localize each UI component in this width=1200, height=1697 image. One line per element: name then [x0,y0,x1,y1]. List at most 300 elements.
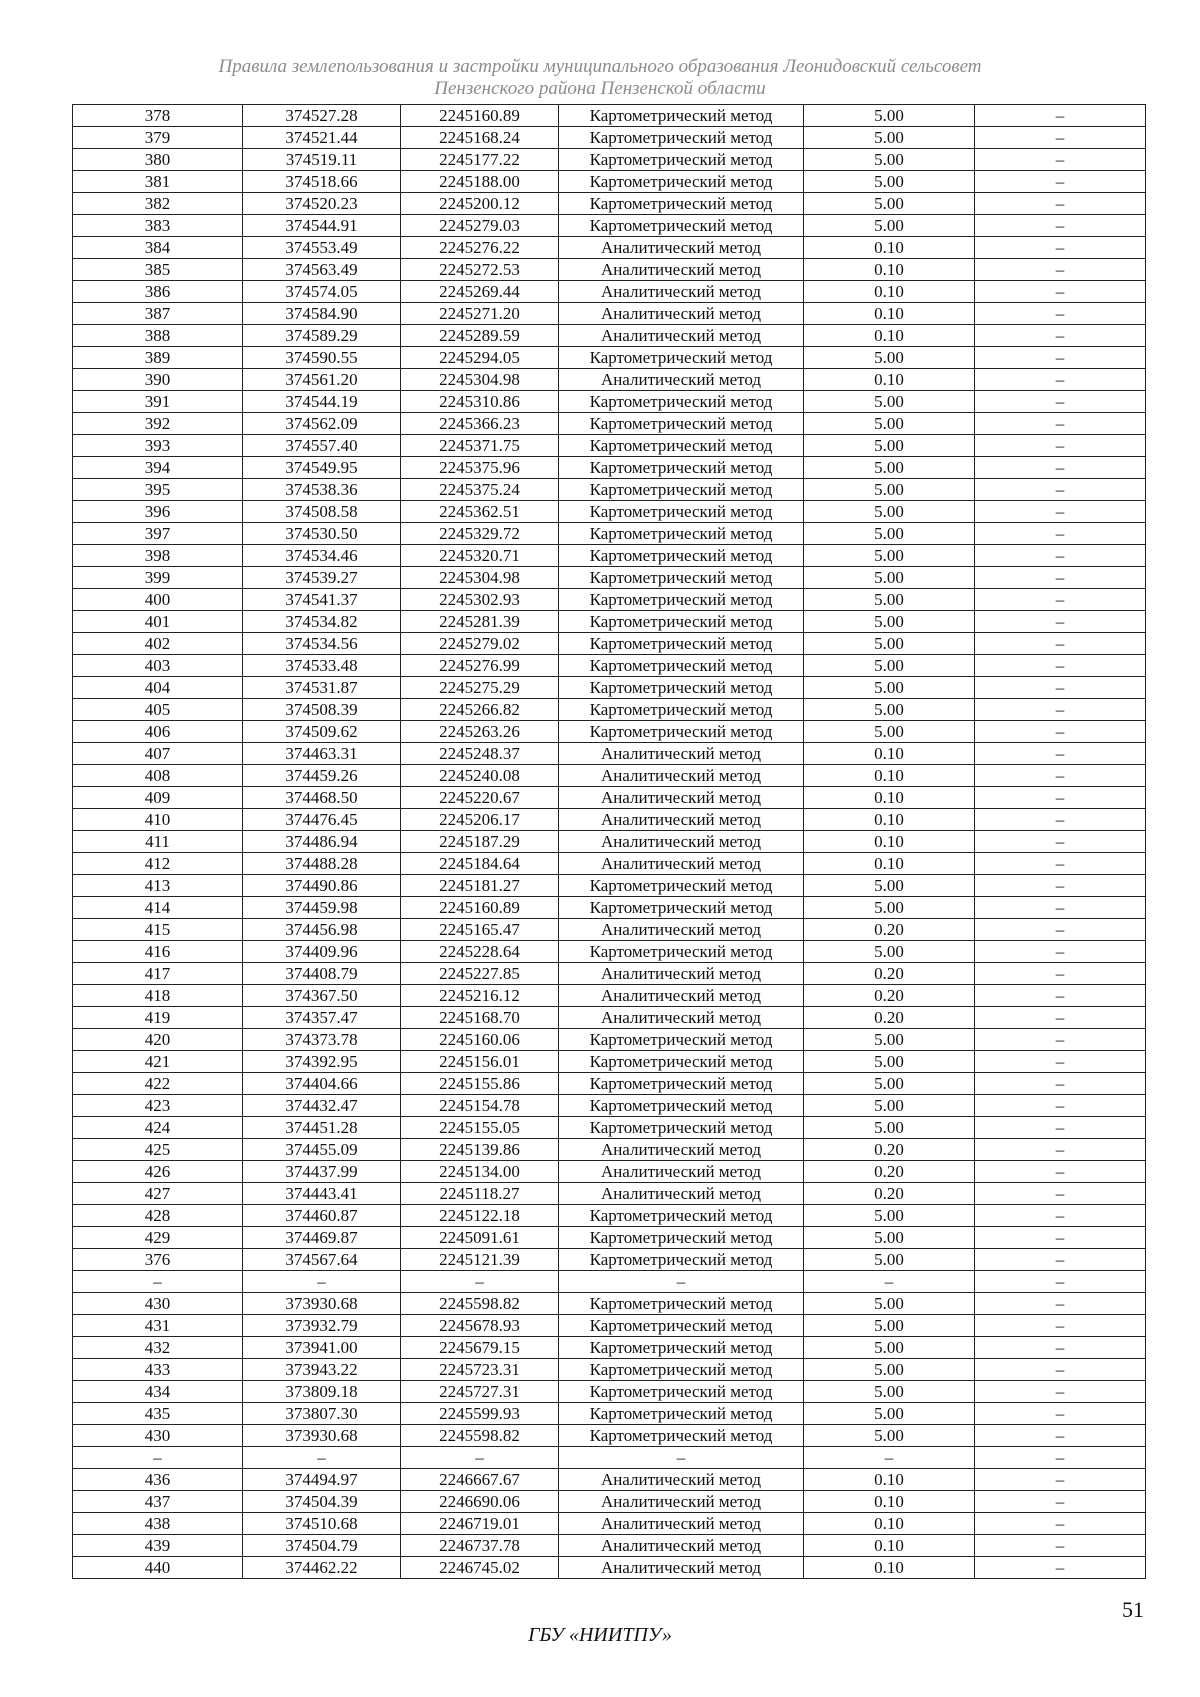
cell-accuracy: 0.10 [804,831,975,853]
cell-note: – [975,1161,1146,1183]
cell-method: Картометрический метод [559,1029,804,1051]
cell-note: – [975,611,1146,633]
cell-y-coordinate: 2246737.78 [401,1535,559,1557]
cell-y-coordinate: 2246719.01 [401,1513,559,1535]
cell-note: – [975,1029,1146,1051]
cell-method: Картометрический метод [559,105,804,127]
cell-x-coordinate: 374531.87 [243,677,401,699]
cell-point-number: 399 [73,567,243,589]
cell-note: – [975,149,1146,171]
cell-method: Картометрический метод [559,457,804,479]
cell-point-number: 424 [73,1117,243,1139]
cell-point-number: 393 [73,435,243,457]
cell-note: – [975,127,1146,149]
cell-x-coordinate: 374590.55 [243,347,401,369]
cell-accuracy: 5.00 [804,1249,975,1271]
cell-x-coordinate: 374494.97 [243,1469,401,1491]
cell-point-number: 413 [73,875,243,897]
cell-point-number: 402 [73,633,243,655]
cell-y-coordinate: 2245263.26 [401,721,559,743]
cell-method: Картометрический метод [559,1249,804,1271]
page-footer: ГБУ «НИИТПУ» [528,1624,672,1646]
cell-note: – [975,1007,1146,1029]
cell-x-coordinate: 374490.86 [243,875,401,897]
cell-x-coordinate: 374521.44 [243,127,401,149]
cell-accuracy: 5.00 [804,655,975,677]
table-row [73,457,1146,479]
coordinates-table-body [73,105,1146,1579]
cell-point-number: 397 [73,523,243,545]
cell-note: – [975,1227,1146,1249]
cell-method: Аналитический метод [559,765,804,787]
cell-accuracy: 5.00 [804,699,975,721]
cell-x-coordinate: 374509.62 [243,721,401,743]
cell-accuracy: 0.10 [804,1557,975,1579]
cell-y-coordinate: 2245155.05 [401,1117,559,1139]
cell-x-coordinate: 373932.79 [243,1315,401,1337]
cell-x-coordinate: 374584.90 [243,303,401,325]
cell-accuracy: 0.10 [804,1535,975,1557]
cell-point-number: 376 [73,1249,243,1271]
cell-y-coordinate: 2245187.29 [401,831,559,853]
cell-accuracy: 0.10 [804,787,975,809]
cell-method: Аналитический метод [559,985,804,1007]
cell-point-number: 379 [73,127,243,149]
table-row [73,1535,1146,1557]
cell-point-number: 425 [73,1139,243,1161]
cell-y-coordinate: 2245269.44 [401,281,559,303]
cell-x-coordinate: 374373.78 [243,1029,401,1051]
cell-method: Картометрический метод [559,347,804,369]
cell-point-number: 398 [73,545,243,567]
cell-method: Аналитический метод [559,369,804,391]
cell-method: – [559,1447,804,1469]
cell-method: Картометрический метод [559,1293,804,1315]
cell-method: Картометрический метод [559,1403,804,1425]
cell-accuracy: 5.00 [804,1403,975,1425]
table-row [73,193,1146,215]
cell-method: Аналитический метод [559,1139,804,1161]
cell-y-coordinate: 2245279.02 [401,633,559,655]
cell-point-number: 386 [73,281,243,303]
cell-note: – [975,743,1146,765]
cell-note: – [975,809,1146,831]
table-row [73,501,1146,523]
cell-accuracy: 5.00 [804,721,975,743]
table-row [73,633,1146,655]
cell-note: – [975,193,1146,215]
table-row [73,699,1146,721]
cell-method: Картометрический метод [559,149,804,171]
table-row [73,1139,1146,1161]
table-row [73,1469,1146,1491]
cell-y-coordinate: 2245200.12 [401,193,559,215]
cell-x-coordinate: 374557.40 [243,435,401,457]
cell-accuracy: 0.20 [804,919,975,941]
cell-accuracy: 0.10 [804,237,975,259]
cell-method: Картометрический метод [559,567,804,589]
cell-x-coordinate: 374520.23 [243,193,401,215]
cell-y-coordinate: 2245272.53 [401,259,559,281]
cell-accuracy: 5.00 [804,589,975,611]
cell-point-number: 417 [73,963,243,985]
cell-method: Картометрический метод [559,479,804,501]
table-row [73,1359,1146,1381]
cell-point-number: 439 [73,1535,243,1557]
cell-y-coordinate: 2245375.96 [401,457,559,479]
cell-method: Картометрический метод [559,1359,804,1381]
table-row [73,721,1146,743]
cell-y-coordinate: 2245156.01 [401,1051,559,1073]
cell-note: – [975,699,1146,721]
table-row [73,1337,1146,1359]
table-row [73,1271,1146,1293]
cell-x-coordinate: 374437.99 [243,1161,401,1183]
cell-y-coordinate: 2245276.22 [401,237,559,259]
cell-method: Картометрический метод [559,941,804,963]
cell-method: Аналитический метод [559,831,804,853]
cell-y-coordinate: 2245121.39 [401,1249,559,1271]
cell-point-number: – [73,1447,243,1469]
cell-method: Аналитический метод [559,325,804,347]
cell-point-number: 389 [73,347,243,369]
cell-x-coordinate: 374463.31 [243,743,401,765]
cell-x-coordinate: 374561.20 [243,369,401,391]
cell-x-coordinate: 374519.11 [243,149,401,171]
cell-point-number: 387 [73,303,243,325]
cell-note: – [975,1359,1146,1381]
table-row [73,831,1146,853]
cell-y-coordinate: 2245184.64 [401,853,559,875]
table-row [73,1513,1146,1535]
cell-y-coordinate: 2245289.59 [401,325,559,347]
cell-x-coordinate: 374541.37 [243,589,401,611]
table-row [73,413,1146,435]
cell-method: Картометрический метод [559,1051,804,1073]
table-row [73,1029,1146,1051]
cell-point-number: 428 [73,1205,243,1227]
cell-accuracy: 5.00 [804,941,975,963]
cell-x-coordinate: 373930.68 [243,1293,401,1315]
cell-note: – [975,1403,1146,1425]
cell-method: Картометрический метод [559,545,804,567]
table-row [73,1161,1146,1183]
cell-y-coordinate: 2245266.82 [401,699,559,721]
cell-note: – [975,1095,1146,1117]
cell-point-number: 440 [73,1557,243,1579]
cell-y-coordinate: 2246745.02 [401,1557,559,1579]
cell-y-coordinate: 2245248.37 [401,743,559,765]
cell-accuracy: 5.00 [804,677,975,699]
cell-accuracy: 5.00 [804,1029,975,1051]
cell-point-number: 427 [73,1183,243,1205]
cell-y-coordinate: 2245727.31 [401,1381,559,1403]
cell-y-coordinate: 2246690.06 [401,1491,559,1513]
cell-x-coordinate: 374409.96 [243,941,401,963]
cell-accuracy: 5.00 [804,1051,975,1073]
table-row [73,435,1146,457]
cell-point-number: 412 [73,853,243,875]
cell-method: Картометрический метод [559,215,804,237]
cell-x-coordinate: 373809.18 [243,1381,401,1403]
table-row [73,1249,1146,1271]
cell-accuracy: 5.00 [804,611,975,633]
cell-method: Аналитический метод [559,743,804,765]
cell-y-coordinate: 2245271.20 [401,303,559,325]
cell-note: – [975,435,1146,457]
cell-note: – [975,413,1146,435]
cell-point-number: 421 [73,1051,243,1073]
cell-method: Аналитический метод [559,1183,804,1205]
table-row [73,1315,1146,1337]
cell-y-coordinate: – [401,1271,559,1293]
cell-accuracy: 0.20 [804,1007,975,1029]
cell-y-coordinate: – [401,1447,559,1469]
cell-x-coordinate: 374553.49 [243,237,401,259]
cell-note: – [975,479,1146,501]
cell-note: – [975,1469,1146,1491]
cell-accuracy: 5.00 [804,545,975,567]
cell-method: – [559,1271,804,1293]
table-row [73,1073,1146,1095]
table-row [73,1051,1146,1073]
cell-note: – [975,501,1146,523]
table-row [73,897,1146,919]
cell-point-number: 395 [73,479,243,501]
cell-x-coordinate: 374460.87 [243,1205,401,1227]
cell-y-coordinate: 2245679.15 [401,1337,559,1359]
cell-accuracy: 5.00 [804,435,975,457]
cell-note: – [975,677,1146,699]
cell-method: Картометрический метод [559,413,804,435]
cell-x-coordinate: 374510.68 [243,1513,401,1535]
cell-y-coordinate: 2245177.22 [401,149,559,171]
cell-x-coordinate: 374538.36 [243,479,401,501]
table-row [73,545,1146,567]
cell-method: Картометрический метод [559,1117,804,1139]
cell-method: Аналитический метод [559,787,804,809]
cell-accuracy: 5.00 [804,479,975,501]
cell-accuracy: 5.00 [804,215,975,237]
cell-y-coordinate: 2245181.27 [401,875,559,897]
cell-y-coordinate: 2245168.24 [401,127,559,149]
cell-y-coordinate: 2245216.12 [401,985,559,1007]
cell-accuracy: 5.00 [804,1227,975,1249]
cell-method: Аналитический метод [559,1557,804,1579]
cell-note: – [975,523,1146,545]
cell-x-coordinate: 374518.66 [243,171,401,193]
cell-x-coordinate: 374408.79 [243,963,401,985]
cell-x-coordinate: 374562.09 [243,413,401,435]
cell-x-coordinate: – [243,1271,401,1293]
cell-point-number: 390 [73,369,243,391]
cell-x-coordinate: 374534.82 [243,611,401,633]
cell-accuracy: 5.00 [804,1337,975,1359]
cell-method: Аналитический метод [559,1513,804,1535]
table-row [73,479,1146,501]
cell-note: – [975,897,1146,919]
table-row [73,875,1146,897]
cell-note: – [975,1293,1146,1315]
cell-y-coordinate: 2245227.85 [401,963,559,985]
cell-point-number: 388 [73,325,243,347]
cell-note: – [975,567,1146,589]
cell-method: Картометрический метод [559,633,804,655]
table-row [73,215,1146,237]
table-row [73,787,1146,809]
cell-accuracy: 5.00 [804,1095,975,1117]
table-row [73,853,1146,875]
cell-x-coordinate: 374549.95 [243,457,401,479]
cell-point-number: 438 [73,1513,243,1535]
cell-method: Картометрический метод [559,1315,804,1337]
cell-point-number: 392 [73,413,243,435]
cell-y-coordinate: 2245275.29 [401,677,559,699]
cell-x-coordinate: 374544.91 [243,215,401,237]
cell-y-coordinate: 2245302.93 [401,589,559,611]
cell-y-coordinate: 2245362.51 [401,501,559,523]
cell-accuracy: 5.00 [804,347,975,369]
table-row [73,1205,1146,1227]
cell-note: – [975,941,1146,963]
cell-accuracy: 0.10 [804,281,975,303]
table-row [73,743,1146,765]
cell-x-coordinate: 374432.47 [243,1095,401,1117]
cell-point-number: 419 [73,1007,243,1029]
cell-method: Аналитический метод [559,853,804,875]
cell-accuracy: 0.10 [804,853,975,875]
cell-method: Картометрический метод [559,391,804,413]
cell-x-coordinate: 374443.41 [243,1183,401,1205]
cell-x-coordinate: 374530.50 [243,523,401,545]
cell-point-number: 414 [73,897,243,919]
cell-accuracy: 5.00 [804,457,975,479]
cell-note: – [975,721,1146,743]
cell-x-coordinate: 374574.05 [243,281,401,303]
cell-point-number: 384 [73,237,243,259]
cell-point-number: – [73,1271,243,1293]
cell-method: Аналитический метод [559,919,804,941]
table-row [73,919,1146,941]
cell-note: – [975,391,1146,413]
cell-y-coordinate: 2245160.06 [401,1029,559,1051]
cell-point-number: 409 [73,787,243,809]
cell-accuracy: 0.10 [804,1513,975,1535]
cell-method: Аналитический метод [559,1469,804,1491]
cell-y-coordinate: 2245329.72 [401,523,559,545]
cell-note: – [975,963,1146,985]
cell-y-coordinate: 2245598.82 [401,1293,559,1315]
cell-point-number: 400 [73,589,243,611]
cell-method: Картометрический метод [559,501,804,523]
cell-x-coordinate: 373941.00 [243,1337,401,1359]
cell-method: Картометрический метод [559,193,804,215]
table-row [73,809,1146,831]
cell-accuracy: 0.20 [804,1139,975,1161]
cell-accuracy: 0.10 [804,743,975,765]
cell-accuracy: – [804,1447,975,1469]
table-row [73,1117,1146,1139]
cell-x-coordinate: 374451.28 [243,1117,401,1139]
cell-note: – [975,589,1146,611]
cell-accuracy: 5.00 [804,897,975,919]
table-row [73,1095,1146,1117]
table-row [73,677,1146,699]
cell-method: Картометрический метод [559,1095,804,1117]
cell-note: – [975,347,1146,369]
table-row [73,171,1146,193]
cell-note: – [975,1271,1146,1293]
cell-accuracy: 5.00 [804,105,975,127]
cell-method: Картометрический метод [559,171,804,193]
cell-y-coordinate: 2245598.82 [401,1425,559,1447]
cell-accuracy: 5.00 [804,633,975,655]
cell-y-coordinate: 2245304.98 [401,369,559,391]
cell-accuracy: 5.00 [804,413,975,435]
cell-accuracy: – [804,1271,975,1293]
cell-accuracy: 0.20 [804,963,975,985]
cell-method: Картометрический метод [559,875,804,897]
table-row [73,259,1146,281]
cell-note: – [975,985,1146,1007]
cell-point-number: 406 [73,721,243,743]
cell-accuracy: 5.00 [804,1315,975,1337]
cell-x-coordinate: 374534.56 [243,633,401,655]
cell-method: Картометрический метод [559,897,804,919]
cell-accuracy: 5.00 [804,1293,975,1315]
cell-point-number: 394 [73,457,243,479]
cell-x-coordinate: 374459.98 [243,897,401,919]
cell-method: Картометрический метод [559,523,804,545]
cell-note: – [975,1205,1146,1227]
cell-accuracy: 5.00 [804,1425,975,1447]
cell-x-coordinate: 374459.26 [243,765,401,787]
cell-accuracy: 0.10 [804,303,975,325]
cell-x-coordinate: 374468.50 [243,787,401,809]
table-row [73,1293,1146,1315]
table-row [73,281,1146,303]
cell-method: Аналитический метод [559,1491,804,1513]
cell-x-coordinate: 374563.49 [243,259,401,281]
cell-note: – [975,171,1146,193]
cell-y-coordinate: 2245678.93 [401,1315,559,1337]
cell-point-number: 404 [73,677,243,699]
cell-point-number: 430 [73,1293,243,1315]
cell-method: Аналитический метод [559,259,804,281]
table-row [73,347,1146,369]
cell-point-number: 411 [73,831,243,853]
cell-y-coordinate: 2245165.47 [401,919,559,941]
cell-note: – [975,1557,1146,1579]
cell-note: – [975,633,1146,655]
cell-y-coordinate: 2245160.89 [401,897,559,919]
cell-y-coordinate: 2245155.86 [401,1073,559,1095]
cell-point-number: 410 [73,809,243,831]
cell-point-number: 382 [73,193,243,215]
cell-point-number: 436 [73,1469,243,1491]
cell-point-number: 420 [73,1029,243,1051]
cell-point-number: 380 [73,149,243,171]
cell-note: – [975,325,1146,347]
cell-method: Аналитический метод [559,1535,804,1557]
table-row [73,1425,1146,1447]
cell-x-coordinate: 374476.45 [243,809,401,831]
cell-x-coordinate: 373930.68 [243,1425,401,1447]
cell-method: Аналитический метод [559,963,804,985]
cell-method: Картометрический метод [559,721,804,743]
cell-point-number: 437 [73,1491,243,1513]
cell-x-coordinate: 374539.27 [243,567,401,589]
